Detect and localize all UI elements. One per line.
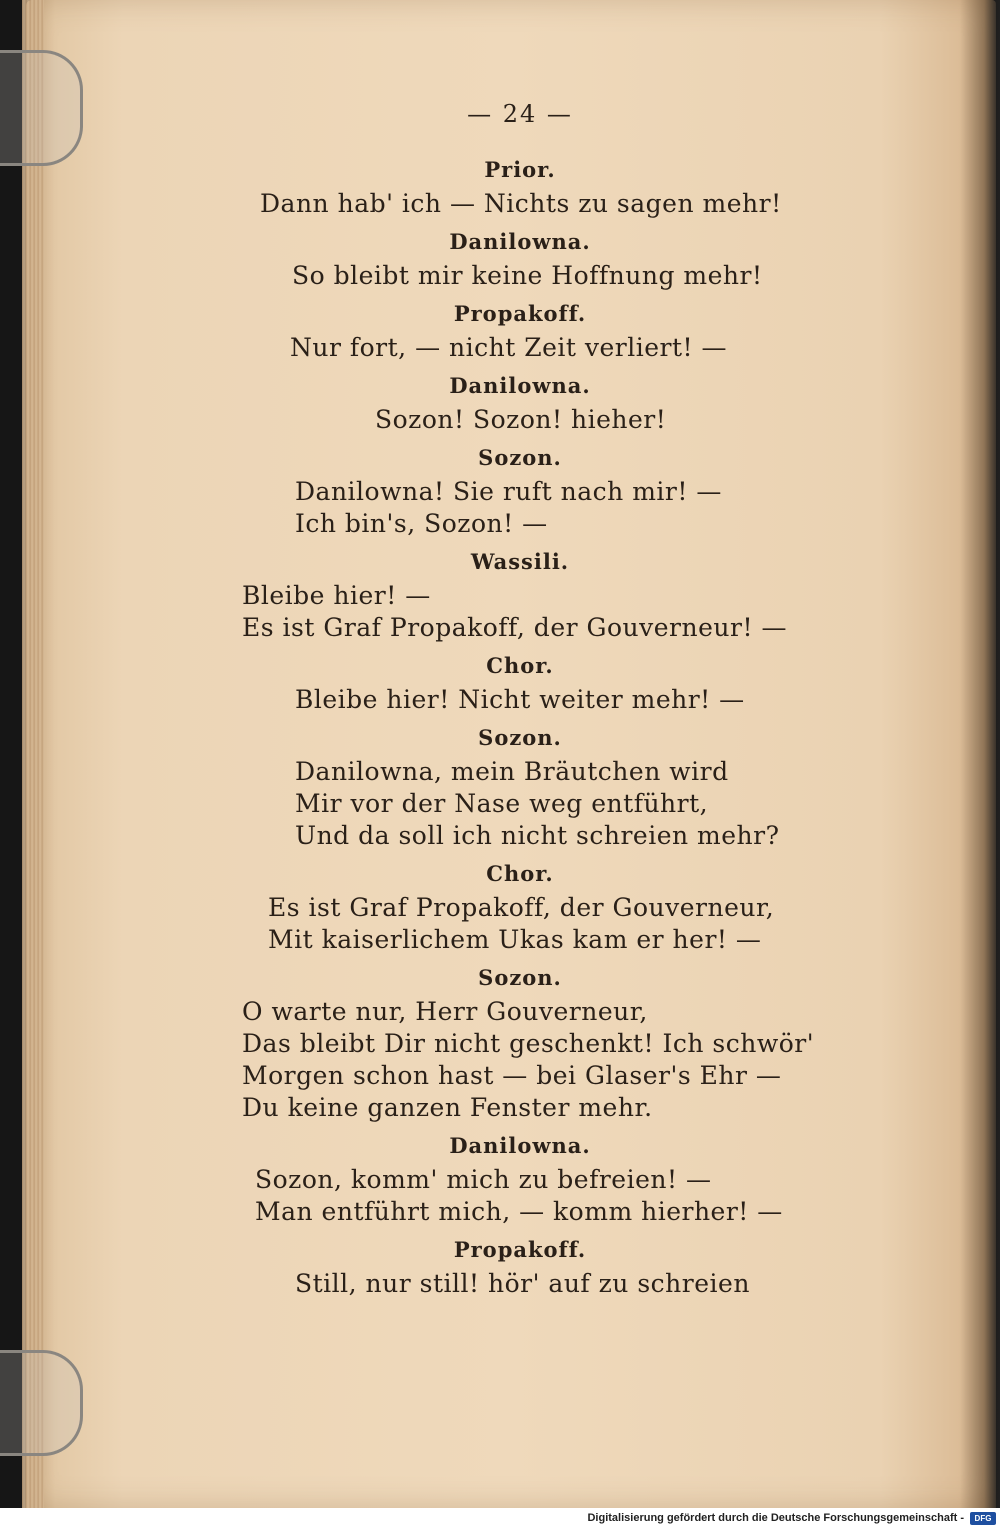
script-blocks	[230, 156, 815, 1300]
verse-block	[230, 404, 810, 436]
page-edges	[22, 0, 44, 1508]
verse-block	[230, 260, 810, 292]
verse-line: Ich bin's, Sozon! —	[295, 509, 548, 538]
speaker-name: Sozon.	[478, 965, 562, 990]
verse-line: Bleibe hier! —	[242, 581, 431, 610]
verse-block	[230, 756, 810, 852]
verse-line: Das bleibt Dir nicht geschenkt! Ich schwör'	[242, 1029, 815, 1058]
page-content	[230, 100, 815, 1300]
page-number: — 24 —	[467, 100, 573, 128]
verse-line: Still, nur still! hör' auf zu schreien	[295, 1269, 750, 1298]
verse-line: So bleibt mir keine Hoffnung mehr!	[292, 261, 763, 290]
binding-clip-bottom	[0, 1350, 83, 1456]
verse-line: Nur fort, — nicht Zeit verliert! —	[290, 333, 728, 362]
verse-block	[230, 892, 810, 956]
verse-line: Bleibe hier! Nicht weiter mehr! —	[295, 685, 745, 714]
speaker-name: Chor.	[486, 653, 554, 678]
verse-line: Man entführt mich, — komm hierher! —	[255, 1197, 783, 1226]
footer-bar	[0, 1508, 1000, 1529]
verse-block	[230, 1268, 810, 1300]
verse-line: Es ist Graf Propakoff, der Gouverneur,	[268, 893, 775, 922]
speaker-name: Prior.	[484, 157, 556, 182]
verse-line: Mit kaiserlichem Ukas kam er her! —	[268, 925, 762, 954]
verse-block	[230, 996, 815, 1124]
dfg-logo: DFG	[970, 1512, 996, 1525]
speaker-name: Sozon.	[478, 445, 562, 470]
verse-block	[230, 188, 810, 220]
verse-block	[230, 684, 810, 716]
speaker-name: Propakoff.	[453, 301, 587, 326]
verse-block	[230, 476, 810, 540]
verse-block	[230, 332, 810, 364]
verse-line: Du keine ganzen Fenster mehr.	[242, 1093, 653, 1122]
speaker-name: Danilowna.	[449, 229, 591, 254]
footer-text: Digitalisierung gefördert durch die Deutsche Forschungsgemeinschaft -	[587, 1512, 964, 1524]
speaker-name: Propakoff.	[453, 1237, 587, 1262]
verse-line: Danilowna, mein Bräutchen wird	[295, 757, 729, 786]
gutter-shadow	[960, 0, 1000, 1508]
verse-line: Mir vor der Nase weg entführt,	[295, 789, 709, 818]
verse-line: Sozon, komm' mich zu befreien! —	[255, 1165, 712, 1194]
binding-clip-top	[0, 50, 83, 166]
speaker-name: Danilowna.	[449, 373, 591, 398]
verse-line: O warte nur, Herr Gouverneur,	[242, 997, 648, 1026]
verse-line: Dann hab' ich — Nichts zu sagen mehr!	[260, 189, 782, 218]
speaker-name: Wassili.	[470, 549, 570, 574]
verse-line: Es ist Graf Propakoff, der Gouverneur! —	[242, 613, 787, 642]
verse-line: Morgen schon hast — bei Glaser's Ehr —	[242, 1061, 782, 1090]
verse-block	[230, 580, 810, 644]
verse-block	[230, 1164, 810, 1228]
verse-line: Sozon! Sozon! hieher!	[375, 405, 667, 434]
verse-line: Und da soll ich nicht schreien mehr?	[295, 821, 780, 850]
speaker-name: Danilowna.	[449, 1133, 591, 1158]
verse-line: Danilowna! Sie ruft nach mir! —	[295, 477, 722, 506]
speaker-name: Chor.	[486, 861, 554, 886]
speaker-name: Sozon.	[478, 725, 562, 750]
